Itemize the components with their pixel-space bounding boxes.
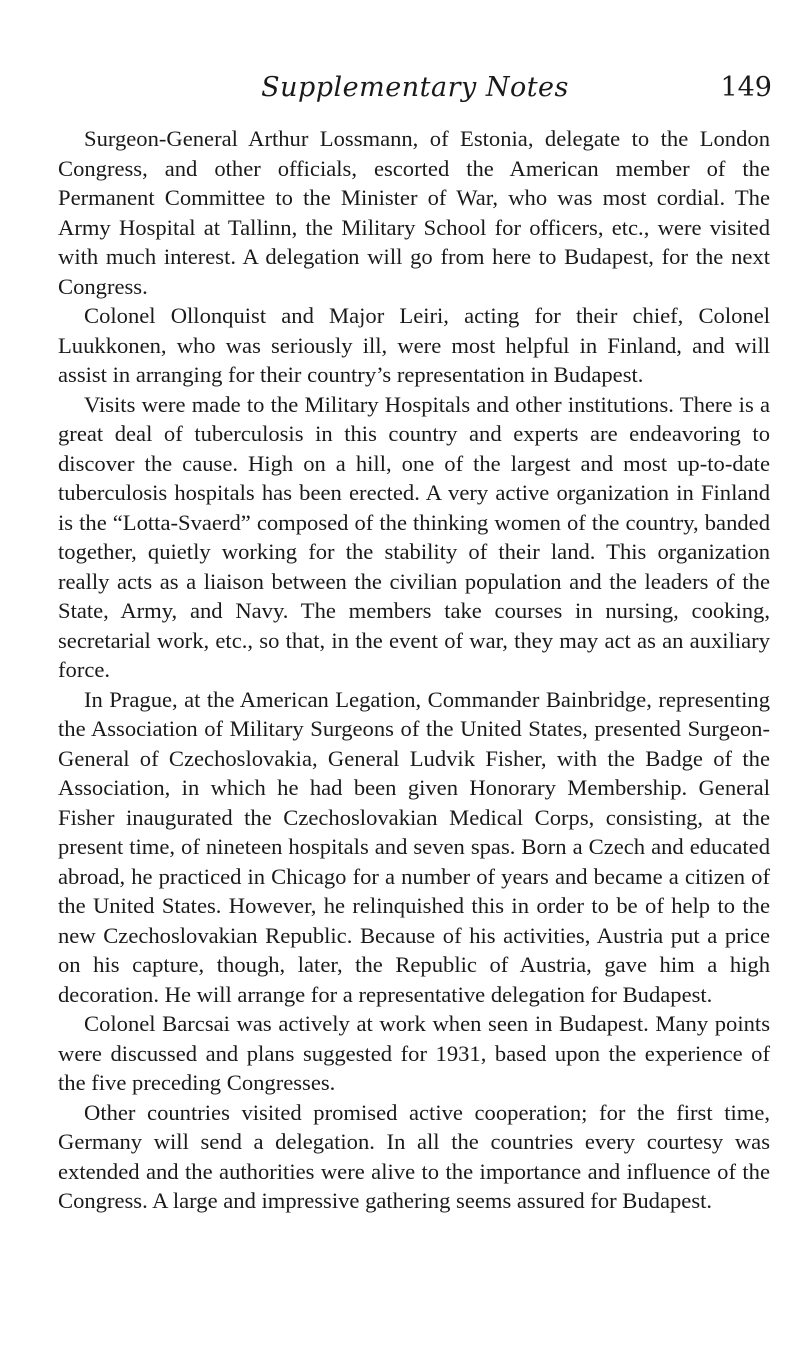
paragraph-prague: In Prague, at the American Legation, Commander Bainbridge, representing the Association of Military Surgeons of the United States, presented Surgeon-General of Czechoslovakia, General Ludvik Fisher, with the Badge of the Association, in which he had been given Honorary Membership. General Fisher inaugurated the Czechoslovakian Medical Corps, consisting, at the present time, of nineteen hospitals and seven spas. Born a Czech and educated abroad, he practiced in Chicago for a number of years and became a citizen of the United States. However, he relinquished this in order to be of help to the new Czechoslovakian Republic. Because of his activities, Austria put a price on his capture, though, later, the Republic of Austria, gave him a high decoration. He will arrange for a representative delegation for Budapest.: [58, 686, 770, 1007]
paragraph-finland-officers: Colonel Ollonquist and Major Leiri, acting for their chief, Colonel Luukkonen, who was seriously ill, were most helpful in Finland, and will assist in arranging for their country’s representation in Budapest.: [58, 303, 770, 387]
paragraph-other-countries: Other countries visited promised active cooperation; for the first time, Germany will send a delegation. In all the countries every courtesy was extended and the authorities were alive to the importance and influence of the Congress. A large and impressive gathering seems assured for Budapest.: [58, 1099, 770, 1213]
paragraph-estonia: Surgeon-General Arthur Lossmann, of Estonia, delegate to the London Congress, and other officials, escorted the American member of the Permanent Committee to the Minister of War, who was most cordial. The Army Hospital at Tallinn, the Military School for officers, etc., were visited with much interest. A delegation will go from here to Budapest, for the next Congress.: [58, 126, 770, 299]
paragraph-finland-visits: Visits were made to the Military Hospitals and other institutions. There is a great deal of tuberculosis in this country and experts are endeavoring to discover the cause. High on a hill, one of the largest and most up-to-date tuberculosis hospitals has been erected. A very active organization in Finland is the “Lotta-Svaerd” composed of the thinking women of the country, banded together, quietly working for the stability of their land. This organization really acts as a liaison between the civilian population and the leaders of the State, Army, and Navy. The members take courses in nursing, cooking, secretarial work, etc., so that, in the event of war, they may act as an auxiliary force.: [58, 391, 770, 682]
body-text: [58, 124, 770, 1216]
page-number: 149: [720, 72, 772, 103]
running-head: [58, 68, 772, 108]
paragraph-budapest: Colonel Barcsai was actively at work when seen in Budapest. Many points were discussed and plans suggested for 1931, based upon the experience of the five preceding Congresses.: [58, 1011, 770, 1095]
running-title: Supplementary Notes: [261, 72, 569, 103]
